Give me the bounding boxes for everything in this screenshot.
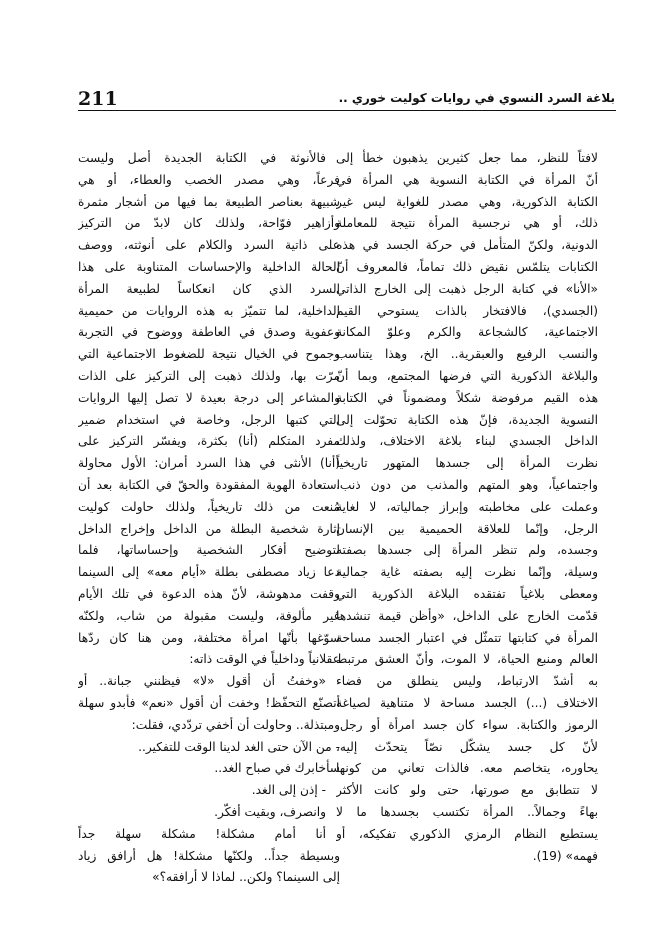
text-line: «الأنا» في كتابة الرجل ذهبت إلى الخارج الذاتي	[336, 281, 598, 296]
text-line: ومعطى بلاغياً تفتقده البلاغة الذكورية التي	[336, 586, 598, 601]
text-line: على ذاتية السرد والكلام على أنوثته، ووصف	[78, 238, 340, 253]
text-line: الدونية، ولكنّ المتأمل في حركة الجسد في هذه	[336, 238, 598, 253]
text-line: (أنا) الأنثى في هذا السرد أمران: الأول محاولة	[78, 456, 340, 471]
text-line: وعملت على مخاطبته وإبراز جمالياته، لا لغاية	[336, 499, 598, 514]
text-line: استعادة الهوية المفقودة والحقّ في الكتابة بعد أن	[78, 477, 340, 492]
text-line: مُنعت من ذلك تاريخياً، ولذلك حاولت كوليت	[78, 499, 340, 514]
text-line: بهاءً وجمالاً.. المرأة تكتسب بجسدها ما لا	[336, 804, 598, 819]
text-line: يستطيع النظام الرمزي الذكوري تفكيكه، أو	[336, 826, 598, 841]
text-line: وجسده، ولم تنظر المرأة إلى جسدها بصفته	[336, 543, 598, 558]
text-line: الرموز والكتابة. سواء كان جسد امرأة أو رجل.	[336, 717, 598, 732]
text-line: وقفت مدهوشة، لأنّ هذه الدعوة في تلك الأيام	[78, 586, 340, 601]
text-line: لا تتطابق مع صورتها، حتى ولو كانت الأكثر	[336, 783, 598, 798]
paragraph	[336, 148, 598, 867]
text-line: الكتابات يتلمّس نقيض ذلك تماماً، فالمعروف أنّ	[336, 259, 598, 274]
text-line: إلى السينما؟ ولكن.. لماذا لا أرافقه؟»	[152, 870, 340, 885]
text-line: نظرت المرأة إلى جسدها المتهور تاريخياً	[336, 456, 598, 471]
text-line: «وخفتُ أن أقول «لا» فيظنني جبانة.. أو	[78, 674, 326, 689]
text-line: (الجسدي)، فالافتخار بالذات يستوحي القيم	[336, 303, 598, 318]
text-line: ومبتذلة.. وحاولت أن أخفي تردّدي، فقلت:	[131, 717, 340, 732]
text-line: والبلاغة الذكورية التي فرضها المجتمع، وبما أنّ	[336, 368, 598, 383]
text-line: هذه القيم مرفوضة شكلاً ومضموناً في الكتابة	[336, 390, 598, 405]
text-line: الحالة الداخلية والإحساسات المتناوبة على هذا	[78, 259, 340, 274]
left-text-column	[78, 148, 340, 889]
quotation	[78, 671, 340, 889]
text-line: أنّ المرأة في الكتابة النسوية هي المرأة في	[336, 172, 598, 187]
text-line: العالم ومنبع الحياة، لا الموت، وأنّ العشق مرتبط	[336, 652, 598, 667]
text-line: فالأنوثة في الكتابة الجديدة أصل وليست	[78, 151, 326, 165]
text-line: به أشدّ الارتباط، وليس ينطلق من فضاء	[336, 674, 598, 689]
text-line: ذلك، أو هي نرجسية المرأة نتيجة للمعاملة	[336, 216, 598, 231]
text-line: النسوية الجديدة، فإنّ هذه الكتابة تحوّلت إلى	[336, 412, 598, 427]
right-text-column	[336, 148, 598, 867]
text-line: السرد الذي كان انعكاساً لطبيعة المرأة	[78, 281, 340, 296]
text-line: أتصنّع التحفّظ! وخفت أن أقول «نعم» فأبدو سهلة	[78, 695, 340, 710]
text-line: دعا زياد مصطفى بطلة «أيام معه» إلى السينما	[78, 565, 340, 580]
text-line: وسيلة، وإنّما نظرت إليه بصفته غاية جمالية	[336, 565, 598, 580]
text-line: عقلانياً وداخلياً في الوقت ذاته:	[189, 652, 340, 667]
text-line: الداخل الجسدي لبناء بلاغة الاختلاف، ولذلك	[336, 434, 598, 449]
text-line: وجموح في الخيال نتيجة للضغوط الاجتماعية التي	[78, 347, 340, 362]
text-line: مفرد المتكلم (أنا) بكثرة، ويفسّر التركيز على	[78, 434, 340, 449]
running-title: بلاغة السرد النسوي في روايات كوليت خوري ..	[338, 91, 615, 105]
text-line: التي كتبها الرجل، وخاصة في استخدام ضمير	[78, 412, 340, 427]
text-line: الداخلية، لما تتميّز به هذه الروايات من حميمية	[78, 303, 340, 318]
text-line: واجتماعياً، وهو المتهم والمذنب من دون ذنب،	[336, 477, 598, 492]
text-line: والمشاعر إلى درجة بعيدة لا تصل إليها الروايات	[78, 390, 340, 405]
text-line: مرّت بها، ولذلك ذهبت إلى التركيز على الذات	[78, 368, 340, 383]
text-line: - إذن إلى الغد.	[251, 783, 326, 798]
text-line: غير مألوفة، وليست مقبولة من شاب، ولكنّه	[78, 608, 340, 623]
text-line: قدّمت الخارج على الداخل، «وأظن قيمة تنشدها	[336, 608, 598, 623]
text-line: الرجل، وإنّما للعلاقة الحميمية بين الإنسان	[336, 521, 598, 536]
text-line: شبيهة بعناصر الطبيعة بما فيها من أشجار مثمرة	[78, 194, 340, 209]
text-line: الكتابة الذكورية، وهي مصدر للغواية ليس غير	[336, 194, 598, 209]
page-number: 211	[78, 88, 118, 110]
text-line: وانصرف، وبقيت أفكّر.	[214, 804, 326, 819]
text-line: وأزاهير فوّاحة، ولذلك كان لابدّ من التركيز	[78, 216, 340, 231]
text-line: وبسيطة جداً.. ولكنّها مشكلة! هل أرافق زياد	[78, 848, 340, 863]
text-line: لتوضيح أفكار الشخصية وإحساساتها، فلما	[78, 543, 340, 558]
text-line: سوّغها بأنّها امرأة مختلفة، ومن هنا كان ردّها	[78, 630, 340, 645]
text-line: الاجتماعية، كالشجاعة والكرم وعلوّ المكانة	[336, 325, 598, 340]
header-rule	[78, 110, 616, 111]
text-line: - من الآن حتى الغد لدينا الوقت للتفكير..	[138, 739, 340, 754]
text-line: يحاوره، يتخاصم معه. فالذات تعاني من كونها	[336, 761, 598, 776]
text-line: المرأة في كتابتها تتمثّل في اعتبار الجسد مساحة	[336, 630, 598, 645]
text-line: الاختلاف (...) الجسد مساحة لا متناهية لصياغة	[336, 695, 598, 710]
text-line: فرعاً، وهي مصدر الخصب والعطاء، أو هي	[78, 172, 340, 187]
text-line: والنسب الرفيع والعبقرية.. الخ، وهذا يتناسب	[336, 347, 598, 362]
paragraph	[78, 148, 340, 671]
text-line: لافتاً للنظر، مما جعل كثيرين يذهبون خطأ إلى	[336, 151, 598, 165]
text-line: أنا أمام مشكلة! مشكلة سهلة جداً	[78, 826, 326, 841]
text-line: وعفوية وصدق في العاطفة ووضوح في التجربة	[78, 325, 340, 340]
text-line: إثارة شخصية البطلة من الداخل وإخراج الداخل	[78, 521, 340, 536]
text-line: لأنّ كل جسد يشكّل نصّاً يتحدّث إليه،	[336, 739, 598, 754]
text-line: فهمه» (19).	[532, 848, 598, 863]
text-line: سأخابرك في صباح الغد..	[214, 761, 340, 776]
